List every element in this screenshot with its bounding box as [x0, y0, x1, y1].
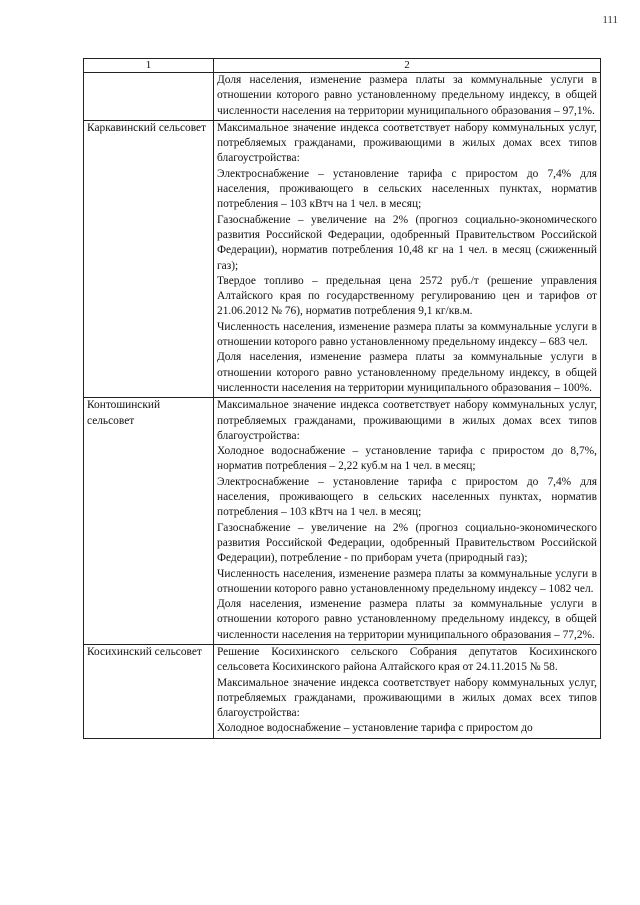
municipality-name: Косихинский сельсовет	[84, 644, 214, 738]
paragraph: Доля населения, изменение размера платы за коммунальные услуги в отношении которого равно установленному предельному индексу, в общей численности населения на территории муниципального образования – 100%.	[217, 351, 597, 394]
table-row	[84, 73, 601, 121]
paragraph: Численность населения, изменение размера платы за коммунальные услуги в отношении которого равно установленному предельному индексу – 683 чел.	[217, 320, 597, 349]
paragraph: Газоснабжение – увеличение на 2% (прогноз социально-экономического развития Российской Федерации, одобренный Правительством Российской Федерации), норматив потребления 10,48 кг на 1 чел. в месяц (сжиженный газ);	[217, 213, 597, 272]
column-header-2: 2	[214, 59, 601, 73]
paragraph: Твердое топливо – предельная цена 2572 руб./т (решение управления Алтайского края по государственному регулированию цен и тарифов от 21.06.2012 № 76), норматив потребления 9,1 кг/кв.м.	[217, 274, 597, 318]
paragraph: Электроснабжение – установление тарифа с приростом до 7,4% для населения, проживающего в сельских населенных пунктах, норматив потребления – 103 кВтч на 1 чел. в месяц;	[217, 167, 597, 211]
municipality-name	[84, 73, 214, 121]
paragraph: Доля населения, изменение размера платы за коммунальные услуги в отношении которого равно установленному предельному индексу, в общей численности населения на территории муниципального образования – 97,1%.	[217, 74, 597, 117]
paragraph: Газоснабжение – увеличение на 2% (прогноз социально-экономического развития Российской Федерации, одобренный Правительством Российской Федерации), потребление - по приборам учета (природный газ);	[217, 521, 597, 565]
paragraph: Электроснабжение – установление тарифа с приростом до 7,4% для населения, проживающего в сельских населенных пунктах, норматив потребления – 103 кВтч на 1 чел. в месяц;	[217, 475, 597, 519]
municipality-name: Контошинский сельсовет	[84, 398, 214, 645]
municipality-name: Каркавинский сельсовет	[84, 120, 214, 397]
paragraph: Максимальное значение индекса соответствует набору коммунальных услуг, потребляемых гражданами, проживающими в жилых домах всех типов благоустройства:	[217, 676, 597, 720]
tariff-table	[83, 58, 601, 739]
paragraph: Доля населения, изменение размера платы за коммунальные услуги в отношении которого равно установленному предельному индексу, в общей численности населения на территории муниципального образования – 77,2%.	[217, 598, 597, 641]
paragraph: Холодное водоснабжение – установление тарифа с приростом до	[217, 722, 533, 735]
paragraph: Холодное водоснабжение – установление тарифа с приростом до 8,7%, норматив потребления – 2,22 куб.м на 1 чел. в месяц;	[217, 445, 597, 473]
paragraph: Максимальное значение индекса соответствует набору коммунальных услуг, потребляемых гражданами, проживающими в жилых домах всех типов благоустройства:	[217, 399, 597, 442]
paragraph: Максимальное значение индекса соответствует набору коммунальных услуг, потребляемых гражданами, проживающими в жилых домах всех типов благоустройства:	[217, 121, 597, 165]
table-header-row	[84, 59, 601, 73]
paragraph: Численность населения, изменение размера платы за коммунальные услуги в отношении которого равно установленному предельному индексу – 1082 чел.	[217, 567, 597, 595]
indicator-cell	[214, 398, 601, 645]
paragraph: Решение Косихинского сельского Собрания депутатов Косихинского сельсовета Косихинского района Алтайского края от 24.11.2015 № 58.	[217, 645, 597, 674]
indicator-cell	[214, 73, 601, 121]
column-header-1: 1	[84, 59, 214, 73]
table-row	[84, 398, 601, 645]
page-number: 111	[602, 14, 618, 26]
table-row	[84, 644, 601, 738]
indicator-cell	[214, 644, 601, 738]
table-row	[84, 120, 601, 397]
indicator-cell	[214, 120, 601, 397]
